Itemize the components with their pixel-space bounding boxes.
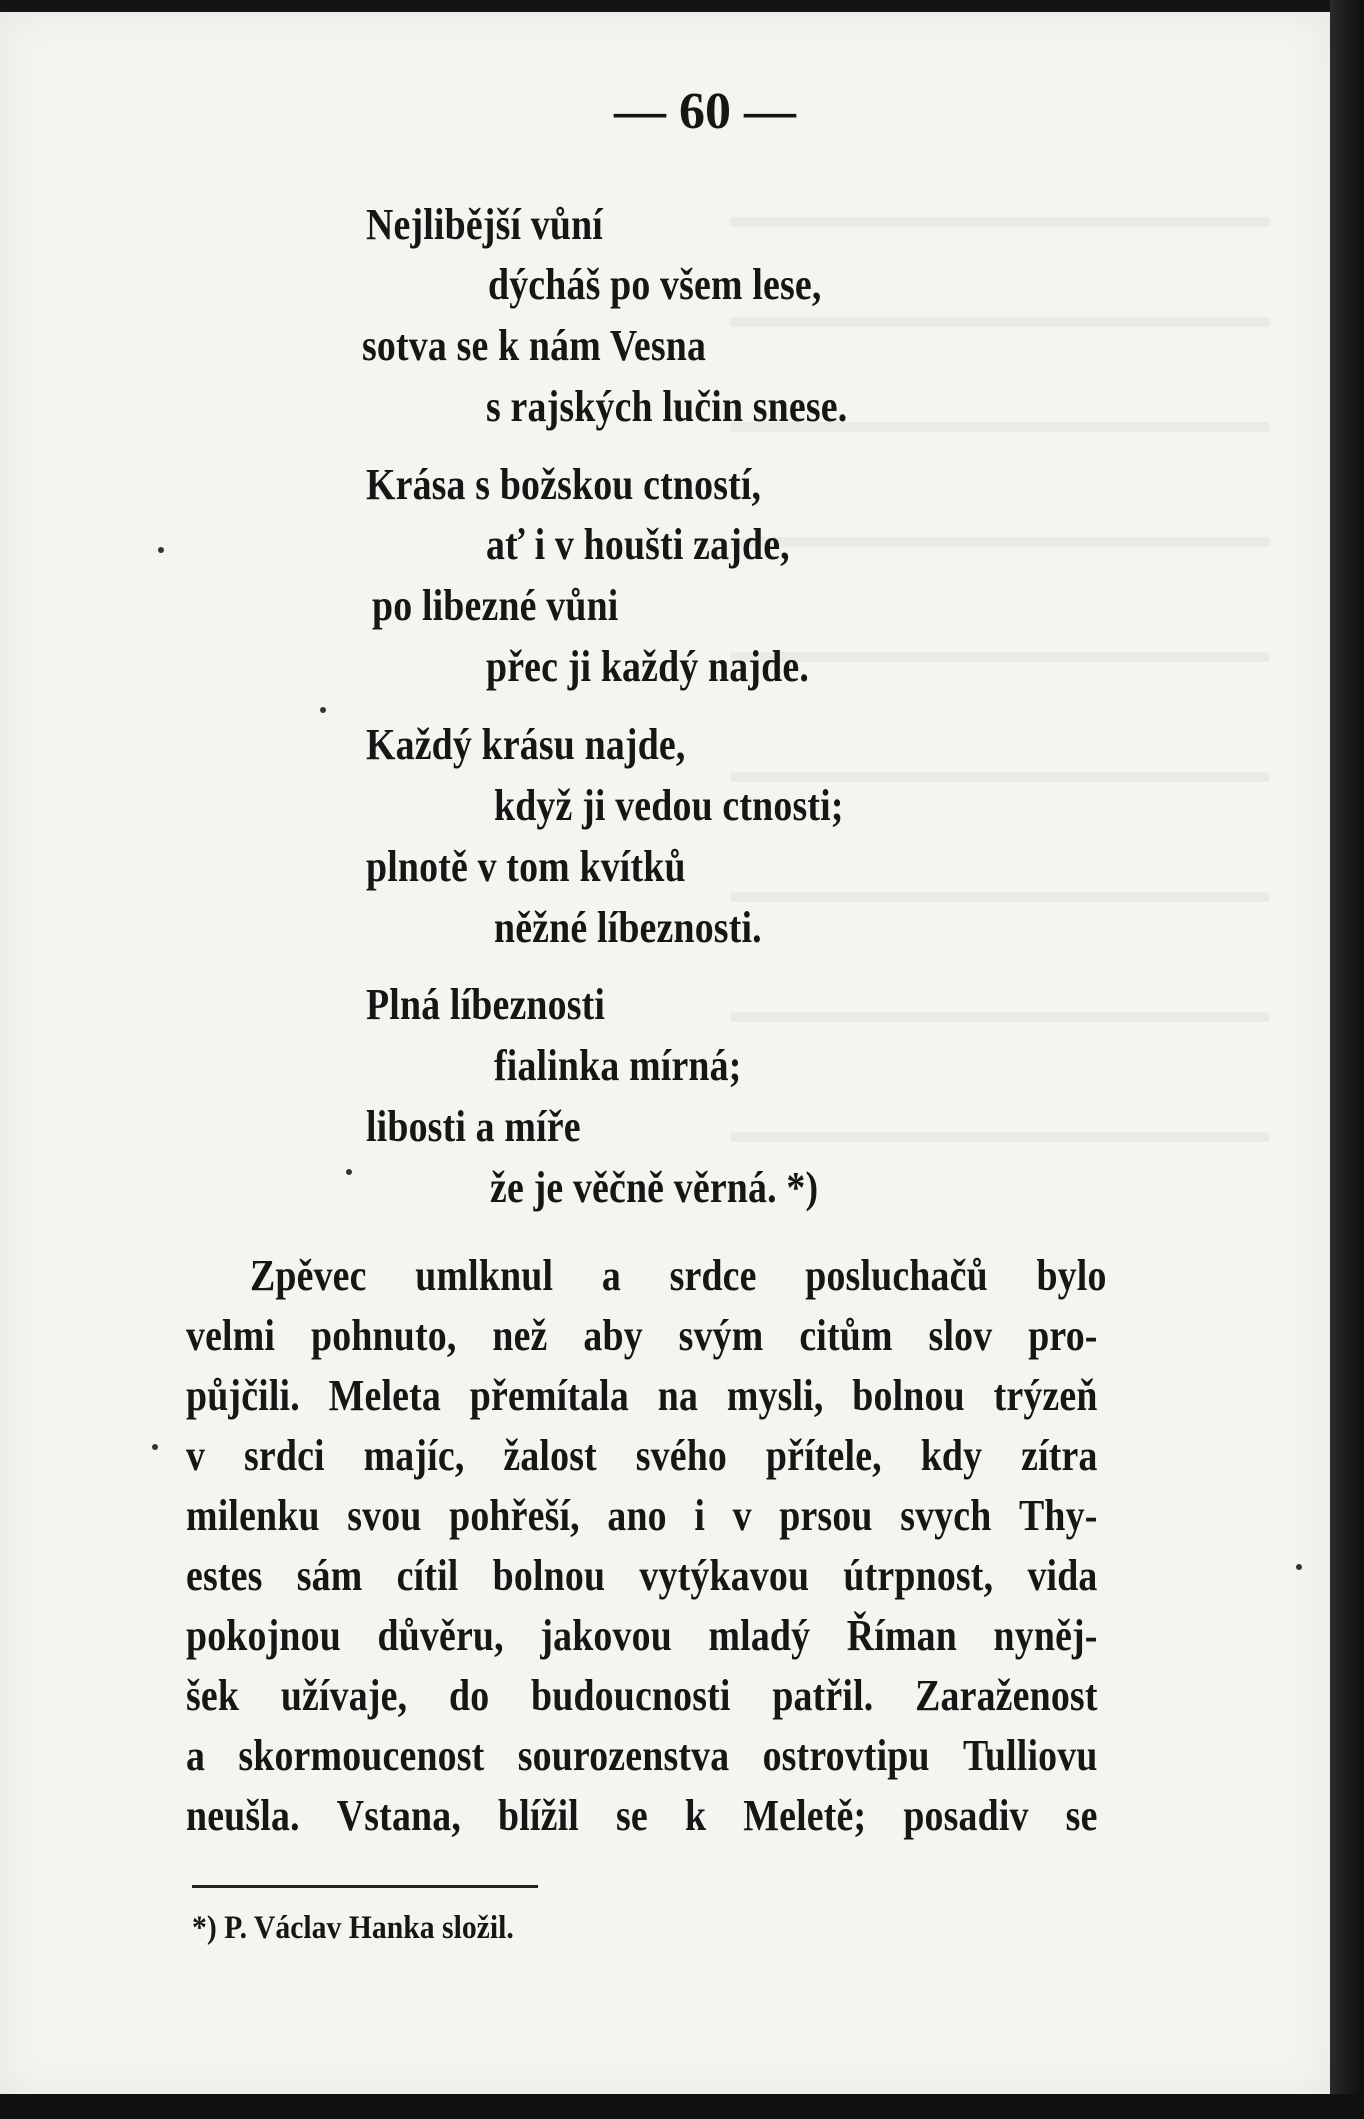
prose-word: blížil [498,1791,579,1840]
prose-line [186,1666,1098,1726]
prose-word: patřil. [772,1671,874,1720]
poem-line: když ji vedou ctnosti; [494,781,844,830]
poem-line: plnotě v tom kvítků [366,842,686,891]
prose-word: Říman [846,1611,957,1660]
bleed-through-mark [730,317,1270,327]
prose-word: ano [607,1491,667,1540]
prose-word: velmi [186,1311,276,1360]
prose-line [186,1606,1098,1666]
prose-word: citům [799,1311,893,1360]
prose-word: vytýkavou [639,1551,810,1600]
prose-word: žalost [503,1431,597,1480]
prose-word: se [616,1791,648,1840]
prose-word: majíc, [363,1431,465,1480]
prose-word: pokojnou [186,1611,341,1660]
prose-line [250,1246,1107,1306]
footnote-rule [192,1885,538,1888]
prose-word: přemítala [469,1371,629,1420]
poem-line: sotva se k nám Vesna [362,321,707,370]
prose-word: Zaraženost [915,1671,1098,1720]
prose-word: Thy- [1019,1491,1098,1540]
prose-word: Vstana, [336,1791,461,1840]
prose-word: svych [900,1491,992,1540]
bleed-through-mark [730,537,1270,547]
prose-word: do [448,1671,490,1720]
poem-line: něžné líbeznosti. [494,903,762,952]
prose-word: ostrovtipu [762,1731,930,1780]
prose-word: umlknul [415,1251,554,1300]
prose-word: Zpěvec [250,1251,367,1300]
prose-word: než [492,1311,548,1360]
prose-word: neušla. [186,1791,300,1840]
prose-word: svého [635,1431,728,1480]
prose-word: bylo [1036,1251,1107,1300]
poem-line: přec ji každý najde. [486,642,809,691]
page-edge-right [1330,0,1364,2119]
prose-word: i [694,1491,706,1540]
ink-speck [158,547,164,553]
prose-word: přítele, [765,1431,882,1480]
bleed-through-mark [730,892,1270,902]
footnote: *) P. Václav Hanka složil. [192,1910,514,1946]
prose-word: útrpnost, [843,1551,994,1600]
prose-word: a [601,1251,621,1300]
ink-speck [346,1169,352,1175]
prose-word: trýzeň [993,1371,1098,1420]
prose-word: jakovou [540,1611,672,1660]
prose-word: vida [1027,1551,1098,1600]
prose-line [186,1306,1098,1366]
page-number: — 60 — [614,83,796,140]
prose-line [186,1426,1098,1486]
poem-line: Plná líbeznosti [366,980,606,1029]
poem-line: Každý krásu najde, [366,720,686,769]
prose-word: se [1065,1791,1098,1840]
prose-word: na [657,1371,699,1420]
prose-word: k [684,1791,707,1840]
prose-word: Meletě; [743,1791,867,1840]
prose-word: v [732,1491,752,1540]
ink-speck [1296,1564,1302,1570]
prose-word: svým [678,1311,764,1360]
poem-line: Krása s božskou ctností, [366,460,762,509]
prose-word: skormoucenost [238,1731,485,1780]
prose-word: Tulliovu [962,1731,1098,1780]
prose-word: šek [186,1671,240,1720]
prose-line [186,1366,1098,1426]
prose-word: v [186,1431,206,1480]
poem-line: libosti a míře [366,1102,581,1151]
prose-word: sourozenstva [517,1731,730,1780]
poem-line: fialinka mírná; [494,1041,742,1090]
prose-word: estes [186,1551,263,1600]
prose-word: pohřeší, [449,1491,580,1540]
bleed-through-mark [730,217,1270,227]
prose-word: bolnou [852,1371,965,1420]
prose-word: užívaje, [280,1671,408,1720]
prose-word: zítra [1021,1431,1098,1480]
prose-word: půjčili. [186,1371,300,1420]
bleed-through-mark [730,652,1270,662]
prose-word: bolnou [492,1551,606,1600]
poem-line: po libezné vůni [372,581,619,630]
prose-line [186,1786,1098,1846]
poem-line: s rajských lučin snese. [486,382,848,431]
prose-word: Meleta [328,1371,442,1420]
prose-word: posadiv [903,1791,1029,1840]
book-page [0,12,1330,2094]
prose-word: a [186,1731,206,1780]
prose-word: cítil [396,1551,459,1600]
ink-speck [152,1444,158,1450]
poem-line: že je věčně věrná. *) [490,1163,819,1212]
prose-word: mysli, [726,1371,824,1420]
prose-word: slov [928,1311,993,1360]
prose-line [186,1546,1098,1606]
prose-word: srdci [243,1431,325,1480]
prose-word: sám [296,1551,363,1600]
prose-word: aby [583,1311,643,1360]
prose-word: pohnuto, [311,1311,457,1360]
prose-word: srdce [669,1251,757,1300]
bleed-through-mark [730,1012,1270,1022]
prose-word: budoucnosti [531,1671,731,1720]
prose-word: důvěru, [377,1611,504,1660]
prose-word: mladý [708,1611,811,1660]
prose-word: svou [347,1491,422,1540]
prose-word: kdy [920,1431,983,1480]
page-edge-bottom [0,2094,1364,2119]
poem-line: Nejlibější vůní [366,200,603,249]
prose-word: pro- [1028,1311,1098,1360]
prose-word: prsou [779,1491,873,1540]
prose-word: milenku [186,1491,320,1540]
prose-line [186,1726,1098,1786]
prose-line [186,1486,1098,1546]
poem-line: dýcháš po všem lese, [488,260,822,309]
prose-word: posluchačů [805,1251,988,1300]
poem-line: ať i v houšti zajde, [486,520,790,569]
bleed-through-mark [730,1132,1270,1142]
ink-speck [320,707,326,713]
prose-word: nyněj- [993,1611,1098,1660]
